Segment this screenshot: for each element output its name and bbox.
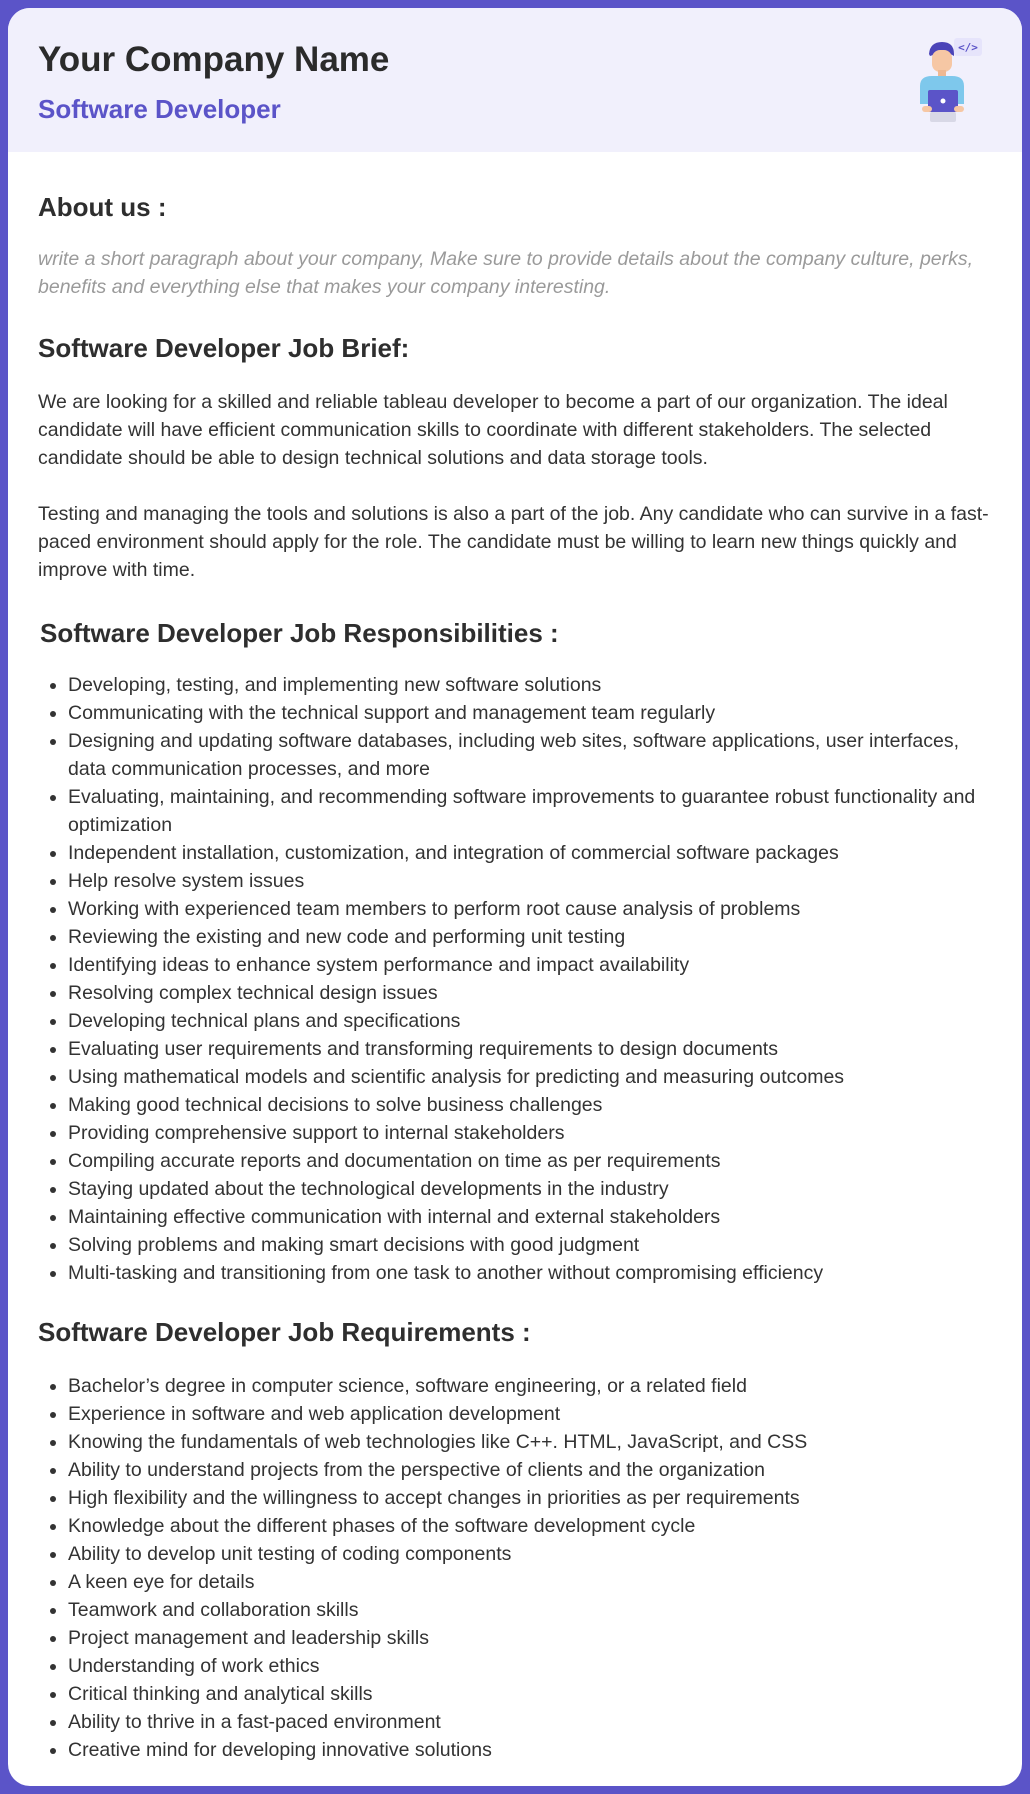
list-item: • Creative mind for developing innovative solutions bbox=[68, 1736, 998, 1764]
job-title: Software Developer bbox=[38, 94, 281, 124]
list-item: • Solving problems and making smart decisions with good judgment bbox=[68, 1231, 998, 1259]
list-item: • Developing technical plans and specifications bbox=[68, 1007, 998, 1035]
list-item: • Experience in software and web application development bbox=[68, 1400, 998, 1428]
list-item: • Ability to thrive in a fast-paced environment bbox=[68, 1708, 998, 1736]
requirements-heading: Software Developer Job Requirements : bbox=[38, 1317, 531, 1347]
responsibilities-heading: Software Developer Job Responsibilities : bbox=[40, 618, 559, 648]
list-item: • Help resolve system issues bbox=[68, 867, 998, 895]
list-item: • Teamwork and collaboration skills bbox=[68, 1596, 998, 1624]
list-item: • Bachelor’s degree in computer science, software engineering, or a related field bbox=[68, 1372, 998, 1400]
about-text: write a short paragraph about your company, Make sure to provide details about the company culture, perks, benefits and everything else that makes your company interesting. bbox=[38, 248, 974, 298]
brief-paragraph: We are looking for a skilled and reliable tableau developer to become a part of our organization. The ideal candidate will have efficient communication skills to coordinate with different stakeholders. The selected candidate should be able to design technical solutions and data storage tools. bbox=[38, 391, 948, 469]
list-item: • Resolving complex technical design issues bbox=[68, 979, 998, 1007]
list-item: • Evaluating, maintaining, and recommending software improvements to guarantee robust functionality and optimization bbox=[68, 783, 998, 839]
requirements-list bbox=[38, 1372, 998, 1764]
list-item: • Making good technical decisions to solve business challenges bbox=[68, 1091, 998, 1119]
list-item: • Designing and updating software databases, including web sites, software applications, user interfaces, data communication processes, and more bbox=[68, 727, 998, 783]
list-item: • Maintaining effective communication with internal and external stakeholders bbox=[68, 1203, 998, 1231]
list-item: • Providing comprehensive support to internal stakeholders bbox=[68, 1119, 998, 1147]
list-item: • High flexibility and the willingness to accept changes in priorities as per requirements bbox=[68, 1484, 998, 1512]
list-item: • Compiling accurate reports and documentation on time as per requirements bbox=[68, 1147, 998, 1175]
responsibilities-list bbox=[38, 671, 998, 1287]
brief-heading: Software Developer Job Brief: bbox=[38, 333, 410, 363]
about-heading: About us : bbox=[38, 192, 167, 222]
list-item: • Reviewing the existing and new code and performing unit testing bbox=[68, 923, 998, 951]
code-badge: </> bbox=[958, 41, 978, 54]
job-description-card bbox=[8, 8, 1022, 1786]
list-item: • Ability to develop unit testing of coding components bbox=[68, 1540, 998, 1568]
list-item: • Developing, testing, and implementing new software solutions bbox=[68, 671, 998, 699]
list-item: • Knowledge about the different phases of the software development cycle bbox=[68, 1512, 998, 1540]
list-item: • Working with experienced team members to perform root cause analysis of problems bbox=[68, 895, 998, 923]
list-item: • Identifying ideas to enhance system performance and impact availability bbox=[68, 951, 998, 979]
list-item: • A keen eye for details bbox=[68, 1568, 998, 1596]
header bbox=[8, 8, 1022, 152]
list-item: • Communicating with the technical support and management team regularly bbox=[68, 699, 998, 727]
list-item: • Staying updated about the technological developments in the industry bbox=[68, 1175, 998, 1203]
list-item: • Project management and leadership skills bbox=[68, 1624, 998, 1652]
list-item: • Ability to understand projects from the perspective of clients and the organization bbox=[68, 1456, 998, 1484]
list-item: • Understanding of work ethics bbox=[68, 1652, 998, 1680]
content bbox=[38, 152, 998, 1764]
list-item: • Knowing the fundamentals of web technologies like C++. HTML, JavaScript, and CSS bbox=[68, 1428, 998, 1456]
list-item: • Evaluating user requirements and transforming requirements to design documents bbox=[68, 1035, 998, 1063]
company-name: Your Company Name bbox=[38, 40, 390, 79]
list-item: • Critical thinking and analytical skills bbox=[68, 1680, 998, 1708]
developer-avatar-icon bbox=[916, 36, 986, 126]
list-item: • Using mathematical models and scientific analysis for predicting and measuring outcomes bbox=[68, 1063, 998, 1091]
brief-paragraph: Testing and managing the tools and solutions is also a part of the job. Any candidate who can survive in a fast-paced environment should apply for the role. The candidate must be willing to learn new things quickly and improve with time. bbox=[38, 503, 989, 581]
list-item: • Multi-tasking and transitioning from one task to another without compromising efficiency bbox=[68, 1259, 998, 1287]
list-item: • Independent installation, customization, and integration of commercial software packages bbox=[68, 839, 998, 867]
